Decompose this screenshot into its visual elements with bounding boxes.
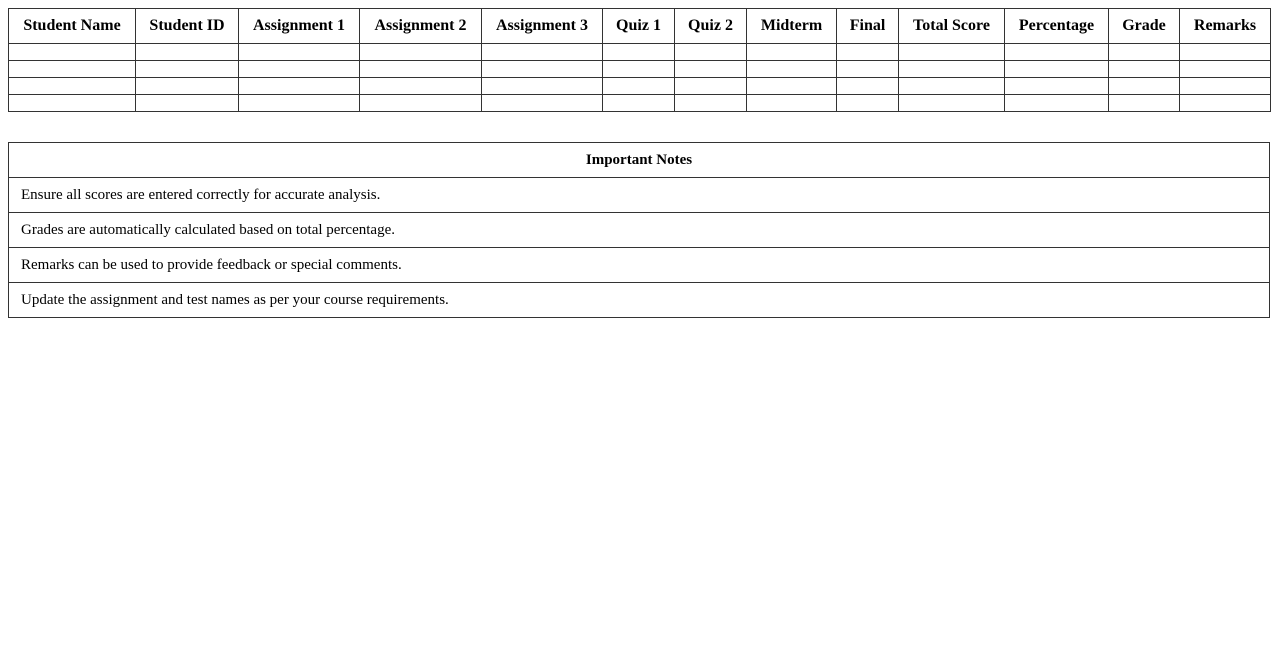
header-final: Final — [837, 9, 899, 44]
header-assignment-1: Assignment 1 — [239, 9, 360, 44]
table-cell[interactable] — [239, 44, 360, 61]
table-cell[interactable] — [1180, 95, 1271, 112]
header-midterm: Midterm — [747, 9, 837, 44]
grades-table-body — [9, 44, 1271, 112]
table-cell[interactable] — [9, 78, 136, 95]
note-row — [9, 213, 1270, 248]
table-cell[interactable] — [360, 95, 482, 112]
table-cell[interactable] — [899, 78, 1005, 95]
header-remarks: Remarks — [1180, 9, 1271, 44]
table-cell[interactable] — [1180, 61, 1271, 78]
table-row — [9, 78, 1271, 95]
table-row — [9, 61, 1271, 78]
note-row — [9, 248, 1270, 283]
note-row — [9, 283, 1270, 318]
table-cell[interactable] — [837, 61, 899, 78]
table-cell[interactable] — [675, 44, 747, 61]
table-cell[interactable] — [1180, 78, 1271, 95]
table-cell[interactable] — [837, 44, 899, 61]
table-cell[interactable] — [675, 61, 747, 78]
table-cell[interactable] — [239, 78, 360, 95]
header-total-score: Total Score — [899, 9, 1005, 44]
table-cell[interactable] — [136, 61, 239, 78]
header-grade: Grade — [1109, 9, 1180, 44]
grades-table-header — [9, 9, 1271, 44]
table-cell[interactable] — [482, 61, 603, 78]
student-grades-table — [8, 8, 1271, 112]
table-cell[interactable] — [603, 95, 675, 112]
table-cell[interactable] — [1180, 44, 1271, 61]
table-cell[interactable] — [899, 95, 1005, 112]
header-percentage: Percentage — [1005, 9, 1109, 44]
header-quiz-2: Quiz 2 — [675, 9, 747, 44]
note-row — [9, 178, 1270, 213]
notes-header-row — [9, 143, 1270, 178]
note-item: Ensure all scores are entered correctly for accurate analysis. — [9, 178, 1270, 213]
table-cell[interactable] — [482, 95, 603, 112]
table-cell[interactable] — [837, 95, 899, 112]
table-cell[interactable] — [360, 44, 482, 61]
table-cell[interactable] — [675, 95, 747, 112]
table-cell[interactable] — [1005, 95, 1109, 112]
note-item: Update the assignment and test names as per your course requirements. — [9, 283, 1270, 318]
table-cell[interactable] — [239, 61, 360, 78]
table-cell[interactable] — [603, 61, 675, 78]
header-student-name: Student Name — [9, 9, 136, 44]
table-cell[interactable] — [9, 61, 136, 78]
header-row — [9, 9, 1271, 44]
table-cell[interactable] — [1109, 78, 1180, 95]
table-cell[interactable] — [360, 78, 482, 95]
header-student-id: Student ID — [136, 9, 239, 44]
table-cell[interactable] — [239, 95, 360, 112]
table-cell[interactable] — [837, 78, 899, 95]
table-cell[interactable] — [747, 61, 837, 78]
table-row — [9, 44, 1271, 61]
table-cell[interactable] — [1109, 44, 1180, 61]
header-assignment-2: Assignment 2 — [360, 9, 482, 44]
note-item: Grades are automatically calculated based on total percentage. — [9, 213, 1270, 248]
table-cell[interactable] — [482, 78, 603, 95]
table-cell[interactable] — [1109, 61, 1180, 78]
header-assignment-3: Assignment 3 — [482, 9, 603, 44]
table-cell[interactable] — [1109, 95, 1180, 112]
table-cell[interactable] — [9, 95, 136, 112]
table-cell[interactable] — [1005, 44, 1109, 61]
note-item: Remarks can be used to provide feedback or special comments. — [9, 248, 1270, 283]
table-cell[interactable] — [9, 44, 136, 61]
table-cell[interactable] — [675, 78, 747, 95]
table-cell[interactable] — [482, 44, 603, 61]
table-row — [9, 95, 1271, 112]
header-quiz-1: Quiz 1 — [603, 9, 675, 44]
table-cell[interactable] — [747, 95, 837, 112]
table-cell[interactable] — [899, 61, 1005, 78]
table-cell[interactable] — [747, 44, 837, 61]
table-cell[interactable] — [899, 44, 1005, 61]
table-cell[interactable] — [136, 95, 239, 112]
table-cell[interactable] — [603, 44, 675, 61]
important-notes-table — [8, 142, 1270, 318]
notes-title: Important Notes — [9, 143, 1270, 178]
table-cell[interactable] — [1005, 78, 1109, 95]
table-cell[interactable] — [747, 78, 837, 95]
table-cell[interactable] — [136, 78, 239, 95]
table-cell[interactable] — [603, 78, 675, 95]
table-cell[interactable] — [136, 44, 239, 61]
table-cell[interactable] — [360, 61, 482, 78]
table-cell[interactable] — [1005, 61, 1109, 78]
